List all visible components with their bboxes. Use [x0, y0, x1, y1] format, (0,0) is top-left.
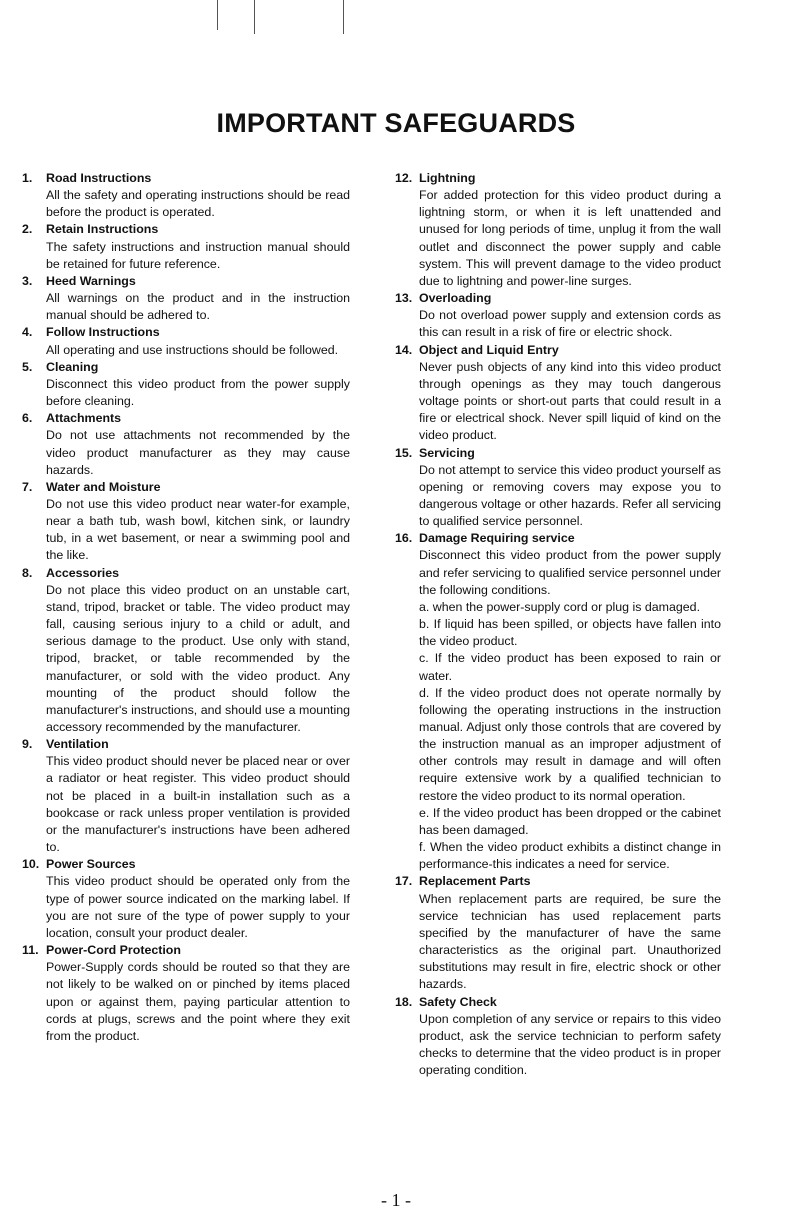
item-paragraph: All operating and use instructions should be followed. — [46, 342, 339, 357]
item-number: 1. — [22, 171, 33, 185]
safeguard-item — [395, 290, 721, 341]
item-number: 8. — [22, 565, 33, 580]
item-paragraph: This video product should be operated only from the type of power source indicated on the marking label. If you are not sure of the type of power supply to your location, consult your product dealer. — [46, 874, 350, 940]
item-paragraph: Do not use this video product near water-for example, near a bath tub, wash bowl, kitchen sink, or laundry tub, in a wet basement, or near a swimming pool and the like. — [46, 496, 350, 563]
safeguard-item — [22, 324, 350, 358]
safeguard-item — [395, 170, 721, 290]
scan-mark — [343, 0, 344, 34]
item-body — [46, 239, 350, 273]
item-title: Retain Instructions — [46, 222, 159, 237]
item-title: Object and Liquid Entry — [419, 342, 559, 357]
item-body — [419, 462, 721, 531]
item-paragraph: The safety instructions and instruction manual should be retained for future reference. — [46, 239, 350, 271]
item-paragraph: Do not attempt to service this video product yourself as opening or removing covers may expose you to dangerous voltage or other hazards. Refer all servicing to qualified service personnel. — [419, 462, 721, 529]
item-paragraph: Never push objects of any kind into this video product through openings as they may touch dangerous voltage points or short-out parts that could result in a fire or electrical shock. Never spill liquid of kind on the video product. — [419, 359, 721, 443]
item-title: Accessories — [46, 565, 120, 580]
item-title: Damage Requiring service — [419, 531, 575, 546]
item-paragraph: When replacement parts are required, be sure the service technician has used replacement parts specified by the manufacturer of have the same characteristics as the original part. Unauthorized substitutions may result in fire, electric shock or other hazards. — [419, 891, 721, 992]
item-body — [46, 496, 350, 565]
item-paragraph: a. when the power-supply cord or plug is damaged. — [419, 599, 701, 614]
item-number: 6. — [22, 411, 33, 426]
item-title: Safety Check — [419, 994, 497, 1009]
item-body — [419, 307, 721, 341]
item-paragraph: b. If liquid has been spilled, or objects have fallen into the video product. — [419, 617, 721, 649]
page-title: IMPORTANT SAFEGUARDS — [216, 108, 576, 138]
item-title: Power-Cord Protection — [46, 943, 181, 958]
safeguard-item — [395, 530, 721, 873]
item-paragraph: Disconnect this video product from the power supply before cleaning. — [46, 376, 350, 409]
item-number: 18. — [395, 994, 413, 1009]
item-paragraph: Do not use attachments not recommended by the video product manufacturer as they may cause hazards. — [46, 428, 350, 477]
right-column — [395, 170, 721, 1079]
item-title: Ventilation — [46, 737, 109, 752]
scan-mark — [254, 0, 255, 34]
item-title: Attachments — [46, 411, 122, 426]
safeguard-item — [22, 942, 350, 1045]
item-paragraph: Do not place this video product on an unstable cart, stand, tripod, bracket or table. The video product may fall, causing serious injury to a child or adult, and serious damage to the product. Use only with stand, tripod, bracket, or table recommended by the manufacturer, or sold with the video product. Any mounting of the product should follow the manufacturer's instructions, and should use a mounting accessory recommended by the manufacturer. — [46, 582, 350, 734]
item-number: 4. — [22, 325, 33, 340]
item-title: Water and Moisture — [46, 479, 161, 494]
item-title: Cleaning — [46, 359, 99, 374]
item-number: 9. — [22, 737, 33, 752]
safeguard-item — [395, 445, 721, 531]
item-paragraph: This video product should never be placed near or over a radiator or heat register. This video product should not be placed in a built-in installation such as a bookcase or rack unless proper ventilation is provided or the manufacturer's instructions have been adhered to. — [46, 754, 350, 855]
item-number: 11. — [22, 943, 39, 958]
item-number: 17. — [395, 874, 413, 889]
item-body — [419, 359, 721, 445]
safeguard-item — [22, 359, 350, 410]
safeguard-item — [22, 856, 350, 942]
item-body — [46, 582, 350, 736]
item-body — [46, 753, 350, 856]
item-body — [46, 187, 350, 221]
safeguard-item — [22, 736, 350, 856]
item-body — [46, 290, 350, 324]
item-number: 16. — [395, 531, 413, 546]
item-paragraph: c. If the video product has been exposed to rain or water. — [419, 651, 721, 683]
item-number: 12. — [395, 171, 413, 185]
item-body — [46, 342, 350, 359]
item-paragraph: Power-Supply cords should be routed so that they are not likely to be walked on or pinched by items placed upon or against them, paying particular attention to cords at plugs, screws and the point where they exit from the product. — [46, 960, 350, 1043]
safeguard-item — [22, 273, 350, 324]
item-title: Road Instructions — [46, 171, 152, 185]
item-number: 15. — [395, 445, 413, 460]
item-title: Lightning — [419, 171, 476, 185]
item-paragraph: For added protection for this video product during a lightning storm, or when it is left unattended and unused for long periods of time, unplug it from the wall outlet and disconnect the power supply and cable system. This will prevent damage to the video product due to lightning and power-line surges. — [419, 188, 721, 288]
item-number: 10. — [22, 857, 40, 872]
item-paragraph: All warnings on the product and in the instruction manual should be adhered to. — [46, 291, 350, 323]
item-body — [419, 547, 721, 873]
item-paragraph: Upon completion of any service or repairs to this video product, ask the service technician to perform safety checks to determine that the video product is in proper operating condition. — [419, 1011, 721, 1078]
item-paragraph: Do not overload power supply and extension cords as this can result in a risk of fire or electric shock. — [419, 308, 721, 340]
safeguard-item — [22, 410, 350, 479]
item-body — [46, 873, 350, 942]
item-body — [46, 959, 350, 1045]
item-number: 13. — [395, 291, 413, 306]
safeguard-item — [395, 342, 721, 445]
safeguard-item — [22, 565, 350, 737]
item-number: 3. — [22, 273, 33, 288]
left-column — [22, 170, 350, 1045]
item-number: 2. — [22, 222, 33, 237]
item-title: Heed Warnings — [46, 273, 136, 288]
safeguard-item — [395, 994, 721, 1080]
item-number: 14. — [395, 342, 413, 357]
item-body — [46, 427, 350, 478]
item-number: 7. — [22, 479, 33, 494]
item-paragraph: Disconnect this video product from the power supply and refer servicing to qualified service personnel under the following conditions. — [419, 548, 721, 597]
item-body — [419, 1011, 721, 1080]
item-title: Power Sources — [46, 857, 136, 872]
item-paragraph: All the safety and operating instructions should be read before the product is operated. — [46, 188, 350, 220]
item-title: Overloading — [419, 291, 492, 306]
safeguard-item — [395, 873, 721, 993]
item-paragraph: e. If the video product has been dropped or the cabinet has been damaged. — [419, 805, 721, 837]
item-body — [46, 376, 350, 410]
item-title: Replacement Parts — [419, 874, 531, 889]
item-body — [419, 891, 721, 994]
safeguard-item — [22, 221, 350, 272]
item-title: Servicing — [419, 445, 475, 460]
safeguard-item — [22, 479, 350, 565]
page-number: - 1 - — [381, 1190, 411, 1210]
item-body — [419, 187, 721, 290]
scan-mark — [217, 0, 218, 30]
item-title: Follow Instructions — [46, 325, 160, 340]
item-number: 5. — [22, 359, 33, 374]
safeguard-item — [22, 170, 350, 221]
item-paragraph: f. When the video product exhibits a distinct change in performance-this indicates a need for service. — [419, 840, 721, 872]
item-paragraph: d. If the video product does not operate normally by following the operating instructions in the instruction manual. Adjust only those controls that are covered by the instruction manual as an improper adjustment of other controls may result in damage and will often require extensive work by a qualified technician to restore the video product to its normal operation. — [419, 685, 721, 803]
